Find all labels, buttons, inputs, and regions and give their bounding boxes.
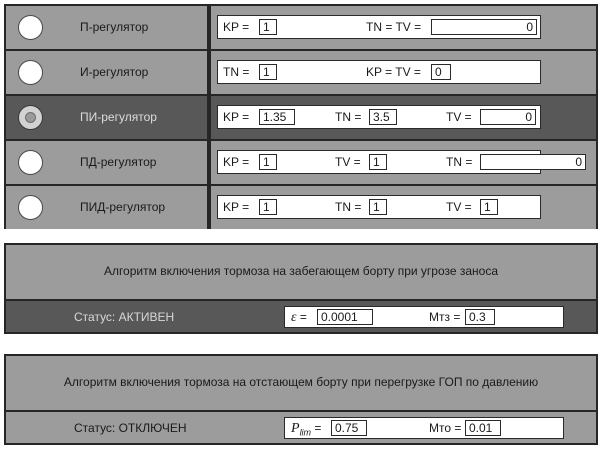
param-label: TV = bbox=[335, 155, 361, 169]
tn-input[interactable]: 1 bbox=[369, 199, 387, 215]
algorithm-title-bar[interactable] bbox=[6, 245, 596, 299]
regulator-label: П-регулятор bbox=[80, 20, 149, 34]
algorithm-title: Алгоритм включения тормоза на забегающем борту при угрозе заноса bbox=[103, 264, 499, 278]
regulator-label: И-регулятор bbox=[80, 65, 149, 79]
regulator-params bbox=[211, 141, 596, 184]
regulator-row-pid bbox=[6, 186, 596, 229]
tn-input[interactable]: 3.5 bbox=[369, 109, 397, 125]
param-label: TV = bbox=[446, 200, 472, 214]
algorithm-params-box bbox=[284, 306, 564, 328]
status-text: Статус: ОТКЛЮЧЕН bbox=[74, 421, 187, 435]
param-label: KP = bbox=[223, 20, 250, 34]
epsilon-symbol: ε bbox=[291, 310, 297, 325]
regulator-label: ПД-регулятор bbox=[80, 155, 157, 169]
regulator-row-p bbox=[6, 6, 596, 49]
p-symbol: P bbox=[291, 421, 300, 436]
kp-input[interactable]: 1.35 bbox=[259, 109, 295, 125]
regulator-row-pd bbox=[6, 141, 596, 184]
param-label: Мтз = bbox=[429, 310, 461, 324]
regulator-params bbox=[211, 6, 596, 49]
algorithm-status-bar bbox=[6, 301, 596, 332]
param-label: TN = bbox=[335, 110, 362, 124]
regulator-label: ПИ-регулятор bbox=[80, 110, 157, 124]
regulator-row-pi bbox=[6, 96, 596, 139]
regulator-option-pd[interactable] bbox=[6, 141, 207, 184]
status-text: Статус: АКТИВЕН bbox=[74, 310, 175, 324]
algorithm-title: Алгоритм включения тормоза на отстающем борту при перегрузке ГОП по давлению bbox=[63, 375, 539, 389]
params-box bbox=[217, 15, 541, 39]
param-suffix: = bbox=[311, 421, 322, 435]
param-label: KP = bbox=[223, 110, 250, 124]
regulator-params bbox=[211, 186, 596, 229]
regulator-option-pi[interactable] bbox=[6, 96, 207, 139]
param-label: TN = bbox=[335, 200, 362, 214]
kp-input[interactable]: 1 bbox=[259, 19, 277, 35]
params-box bbox=[217, 60, 541, 84]
param-label: TV = bbox=[446, 110, 472, 124]
param-label: KP = TV = bbox=[366, 65, 421, 79]
tv-input[interactable]: 1 bbox=[480, 199, 498, 215]
param-label: Мто = bbox=[429, 421, 462, 435]
plim-input[interactable]: 0.75 bbox=[331, 420, 367, 436]
kp-tv-input[interactable]: 0 bbox=[431, 64, 451, 80]
radio-button[interactable] bbox=[18, 15, 43, 40]
tn-input[interactable]: 1 bbox=[259, 64, 277, 80]
mto-input[interactable]: 0.01 bbox=[465, 420, 501, 436]
radio-button[interactable] bbox=[18, 150, 43, 175]
radio-button[interactable] bbox=[18, 195, 43, 220]
brake-algorithm-skid bbox=[4, 243, 598, 334]
tv-input[interactable]: 1 bbox=[369, 154, 387, 170]
mtz-input[interactable]: 0.3 bbox=[465, 309, 495, 325]
regulator-label: ПИД-регулятор bbox=[80, 200, 166, 214]
param-label: TN = TV = bbox=[366, 20, 422, 34]
params-box bbox=[217, 105, 541, 129]
tn-input[interactable]: 0 bbox=[480, 154, 586, 170]
p-subscript: lim bbox=[299, 427, 312, 438]
param-suffix: = bbox=[296, 310, 307, 324]
kp-input[interactable]: 1 bbox=[259, 154, 277, 170]
algorithm-params-box bbox=[284, 417, 564, 439]
regulator-panel bbox=[4, 4, 598, 229]
regulator-option-pid[interactable] bbox=[6, 186, 207, 229]
regulator-row-i bbox=[6, 51, 596, 94]
radio-button-selected[interactable] bbox=[18, 105, 43, 130]
radio-button[interactable] bbox=[18, 60, 43, 85]
param-label: TN = bbox=[223, 65, 250, 79]
params-box bbox=[217, 150, 582, 174]
param-label bbox=[291, 421, 321, 437]
params-box bbox=[217, 195, 541, 219]
param-label: KP = bbox=[223, 155, 250, 169]
regulator-params bbox=[211, 96, 596, 139]
algorithm-status-bar bbox=[6, 412, 596, 443]
regulator-option-p[interactable] bbox=[6, 6, 207, 49]
kp-input[interactable]: 1 bbox=[259, 199, 277, 215]
param-label: KP = bbox=[223, 200, 250, 214]
algorithm-title-bar[interactable] bbox=[6, 356, 596, 410]
epsilon-input[interactable]: 0.0001 bbox=[317, 309, 373, 325]
tn-tv-input[interactable]: 0 bbox=[431, 19, 537, 35]
regulator-params bbox=[211, 51, 596, 94]
radio-dot-icon bbox=[25, 112, 36, 123]
regulator-option-i[interactable] bbox=[6, 51, 207, 94]
brake-algorithm-overload bbox=[4, 354, 598, 445]
param-label bbox=[291, 310, 307, 326]
tv-input[interactable]: 0 bbox=[480, 109, 536, 125]
param-label: TN = bbox=[446, 155, 473, 169]
